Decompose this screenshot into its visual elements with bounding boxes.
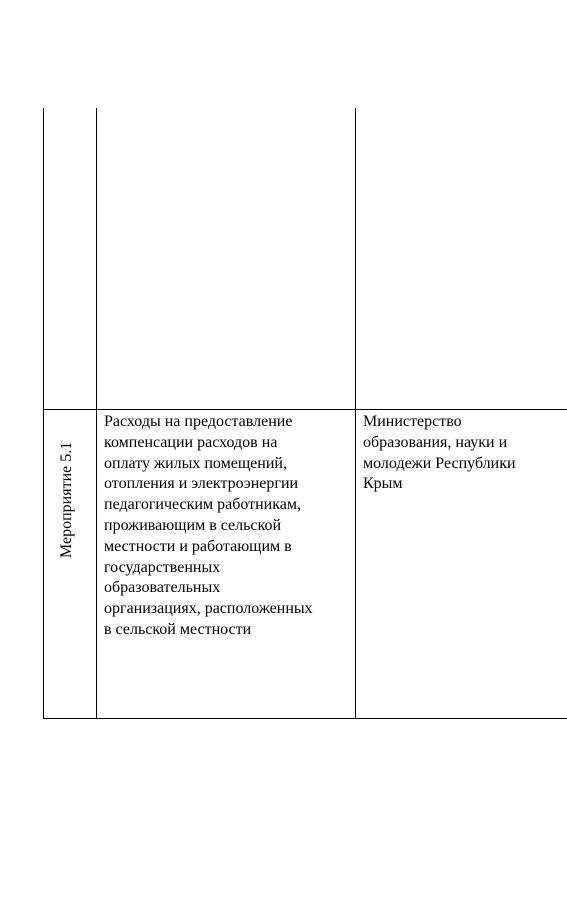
column-border-left <box>43 108 44 719</box>
description-cell: Расходы на предоставление компенсации расходов на оплату жилых помещений, отопления и электроэнергии педагогическим работникам, проживающим в сельской местности и работающим в государственных образовательных организациях, расположенных в сельской местности <box>104 413 313 638</box>
row-separator <box>43 409 567 410</box>
column-border-2 <box>355 108 356 719</box>
table-bottom-border <box>43 718 567 719</box>
event-label-cell: Мероприятие 5.1 <box>58 441 75 558</box>
executor-cell: Министерство образования, науки и молодежи Республики Крым <box>363 413 516 493</box>
column-border-1 <box>96 108 97 719</box>
